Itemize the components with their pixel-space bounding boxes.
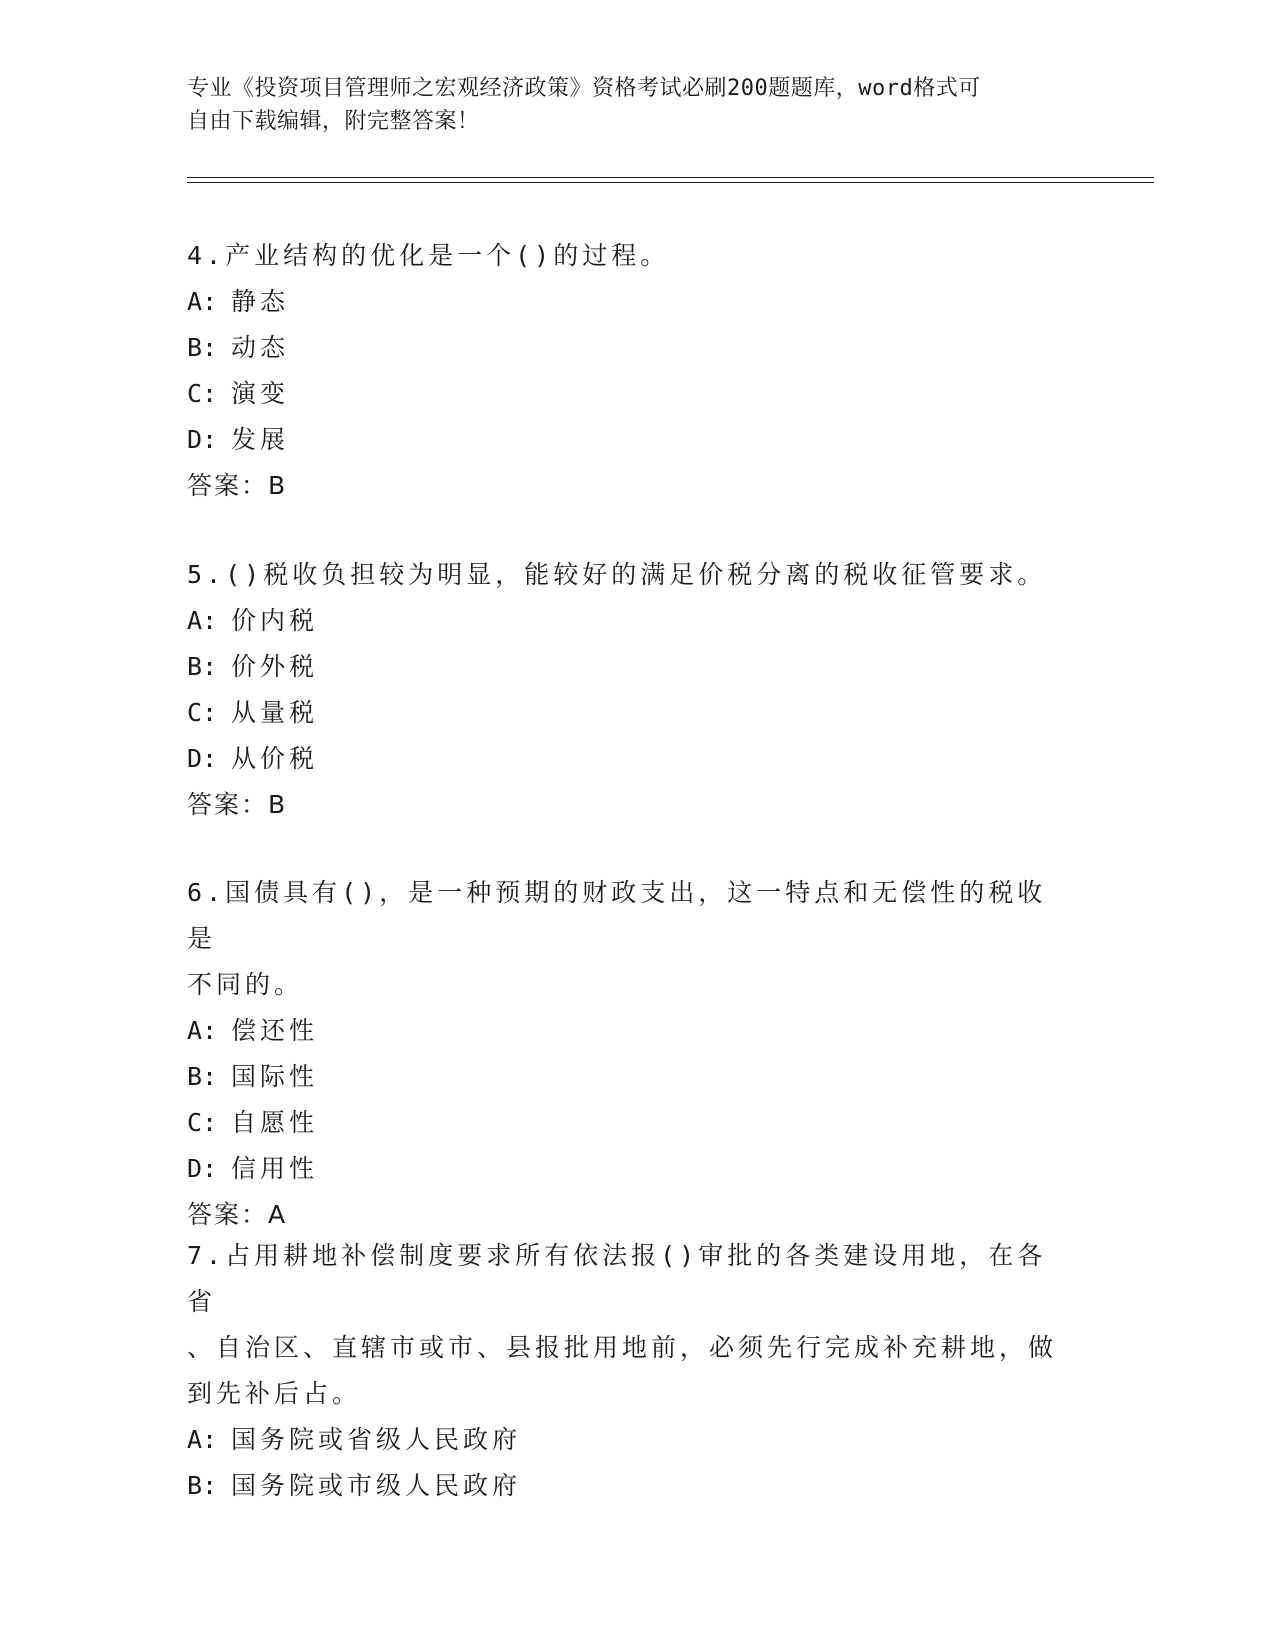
option-text: 价外税 [231, 652, 319, 681]
option-c [187, 371, 1067, 417]
option-letter: C: [187, 379, 218, 408]
option-text: 静态 [231, 287, 290, 316]
option-text: 从量税 [231, 698, 319, 727]
option-text: 国务院或省级人民政府 [231, 1425, 522, 1454]
option-text: 演变 [231, 379, 290, 408]
option-letter: D: [187, 1154, 218, 1183]
option-a [187, 1417, 1067, 1463]
option-c [187, 690, 1067, 736]
option-letter: B: [187, 652, 218, 681]
option-text: 信用性 [231, 1154, 319, 1183]
question-5 [187, 552, 1067, 828]
option-text: 价内税 [231, 606, 319, 635]
option-text: 从价税 [231, 744, 319, 773]
question-stem: 4.产业结构的优化是一个()的过程。 [187, 241, 670, 270]
question-stem: 5.()税收负担较为明显，能较好的满足价税分离的税收征管要求。 [187, 560, 1047, 589]
document-header [187, 72, 1067, 138]
option-a [187, 598, 1067, 644]
option-a [187, 279, 1067, 325]
option-d [187, 417, 1067, 463]
option-d [187, 1146, 1067, 1192]
question-stem-line-3: 到先补后占。 [187, 1379, 362, 1408]
answer-line: 答案：B [187, 790, 288, 819]
question-stem-line-2: 、自治区、直辖市或市、县报批用地前，必须先行完成补充耕地，做 [187, 1333, 1058, 1362]
option-letter: C: [187, 1108, 218, 1137]
answer-line: 答案：A [187, 1200, 288, 1229]
option-letter: A: [187, 287, 218, 316]
option-text: 自愿性 [231, 1108, 319, 1137]
question-6 [187, 870, 1067, 1238]
question-stem-line-2: 不同的。 [187, 970, 304, 999]
option-b [187, 1054, 1067, 1100]
option-letter: D: [187, 744, 218, 773]
question-7 [187, 1233, 1067, 1509]
header-line-1: 专业《投资项目管理师之宏观经济政策》资格考试必刷200题题库，word格式可 [187, 76, 981, 101]
question-stem-line-1: 7.占用耕地补偿制度要求所有依法报()审批的各类建设用地，在各省 [187, 1241, 1047, 1316]
option-text: 国务院或市级人民政府 [231, 1471, 522, 1500]
option-text: 国际性 [231, 1062, 319, 1091]
option-letter: A: [187, 1016, 218, 1045]
option-letter: D: [187, 425, 218, 454]
option-a [187, 1008, 1067, 1054]
header-divider-top [187, 177, 1154, 178]
option-c [187, 1100, 1067, 1146]
option-letter: B: [187, 1062, 218, 1091]
option-b [187, 644, 1067, 690]
option-b [187, 1463, 1067, 1509]
option-text: 偿还性 [231, 1016, 319, 1045]
option-letter: A: [187, 1425, 218, 1454]
option-text: 发展 [231, 425, 290, 454]
option-text: 动态 [231, 333, 290, 362]
header-line-2: 自由下载编辑，附完整答案！ [187, 109, 480, 134]
option-letter: B: [187, 333, 218, 362]
option-d [187, 736, 1067, 782]
option-letter: B: [187, 1471, 218, 1500]
answer-line: 答案：B [187, 471, 288, 500]
option-letter: C: [187, 698, 218, 727]
header-divider-bottom [187, 182, 1154, 183]
option-letter: A: [187, 606, 218, 635]
question-4 [187, 233, 1067, 509]
question-stem-line-1: 6.国债具有()，是一种预期的财政支出，这一特点和无偿性的税收是 [187, 878, 1047, 953]
option-b [187, 325, 1067, 371]
